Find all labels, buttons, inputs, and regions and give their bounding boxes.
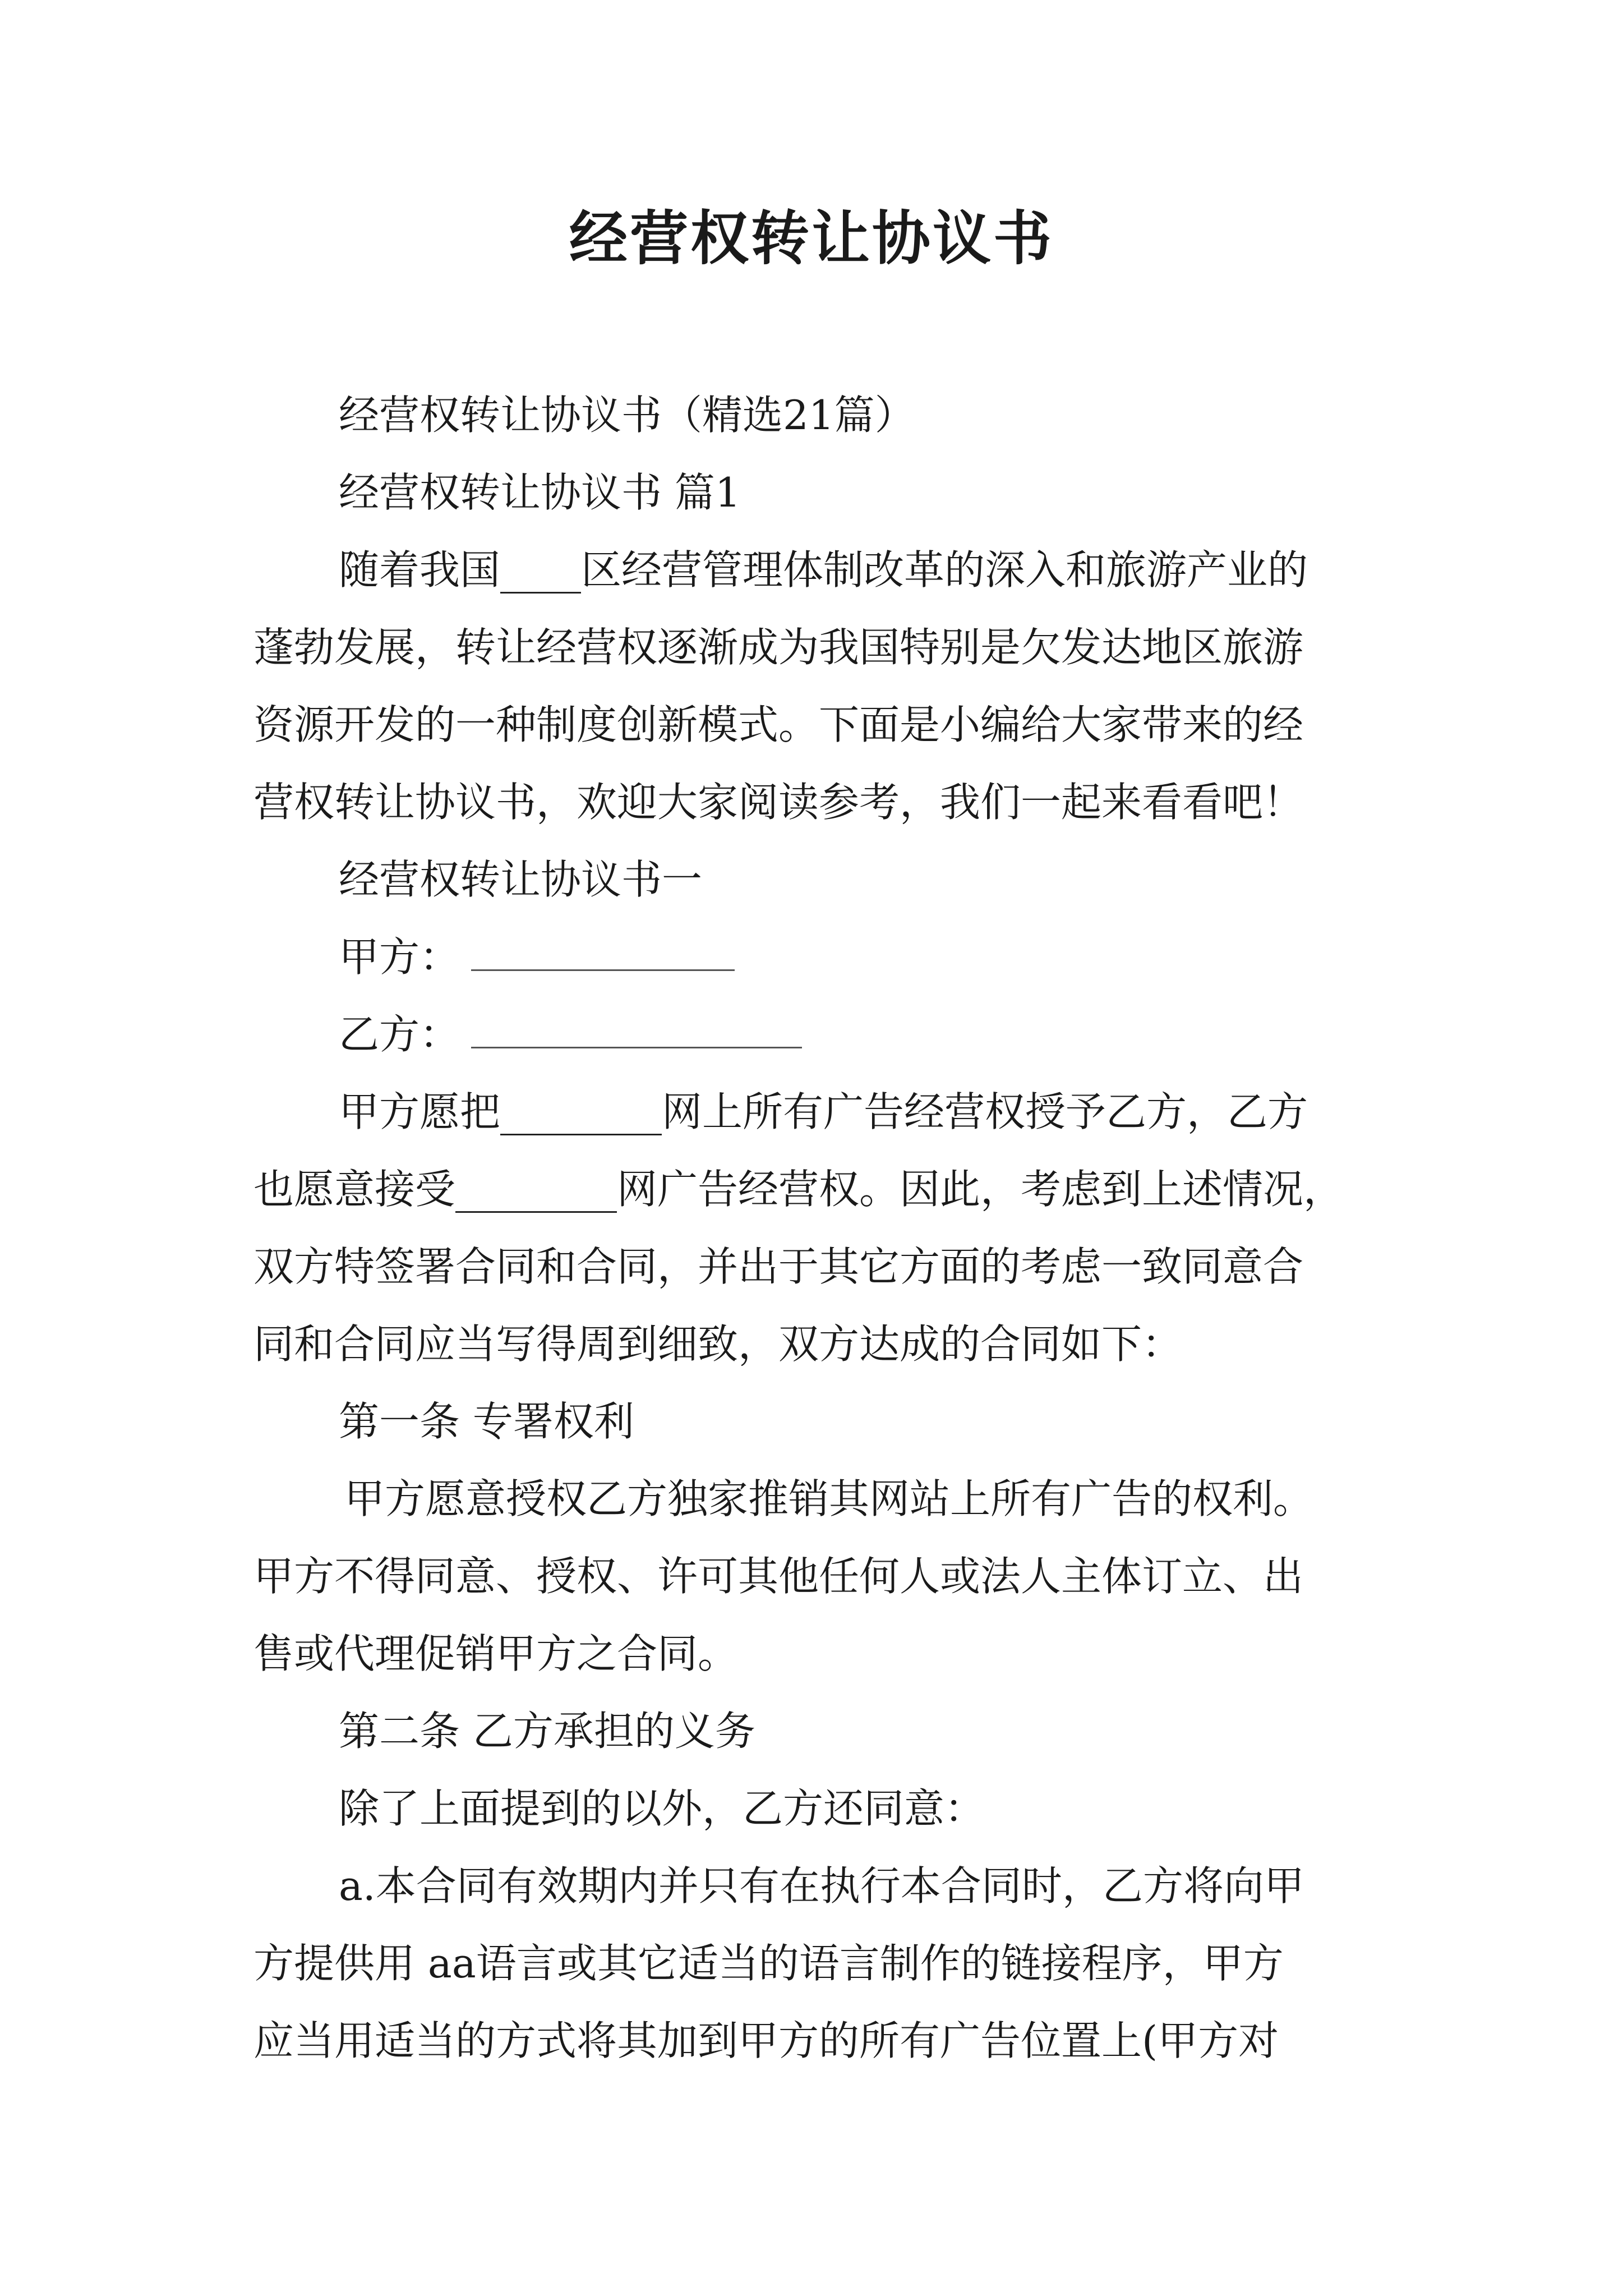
paragraph-line: 蓬勃发展，转让经营权逐渐成为我国特别是欠发达地区旅游 (253, 624, 1304, 671)
section-heading-line: 经营权转让协议书 篇1 (339, 469, 741, 516)
party-b-blank-field (471, 1018, 802, 1048)
document-body (253, 376, 1386, 2079)
paragraph-line: 方提供用 aa语言或其它适当的语言制作的链接程序，甲方 (253, 1940, 1284, 1987)
agreement-heading-line: 经营权转让协议书一 (339, 856, 703, 903)
paragraph-line: 除了上面提到的以外，乙方还同意： (339, 1785, 985, 1832)
article-heading-line: 第一条 专署权利 (339, 1398, 634, 1445)
party-a-blank-field (471, 940, 735, 971)
paragraph-line: 甲方不得同意、授权、许可其他任何人或法人主体订立、出 (253, 1553, 1304, 1600)
paragraph-line: 随着我国____区经营管理体制改革的深入和旅游产业的 (339, 546, 1308, 593)
paragraph-line: 应当用适当的方式将其加到甲方的所有广告位置上(甲方对 (253, 2017, 1279, 2064)
paragraph-line: 也愿意接受________网广告经营权。因此，考虑到上述情况， (253, 1166, 1344, 1213)
party-b-label: 乙方： (339, 1011, 460, 1058)
party-b-line (253, 996, 1386, 1073)
document-title: 经营权转让协议书 (569, 204, 1054, 273)
subtitle-line: 经营权转让协议书（精选21篇） (339, 392, 915, 439)
paragraph-line: 甲方愿意授权乙方独家推销其网站上所有广告的权利。 (344, 1475, 1314, 1522)
paragraph-line: 资源开发的一种制度创新模式。下面是小编给大家带来的经 (253, 701, 1304, 748)
party-a-line (253, 918, 1386, 996)
article-heading-line: 第二条 乙方承担的义务 (339, 1708, 755, 1755)
paragraph-line: 同和合同应当写得周到细致，双方达成的合同如下： (253, 1320, 1183, 1368)
paragraph-line: 售或代理促销甲方之合同。 (253, 1630, 739, 1677)
paragraph-line: a.本合同有效期内并只有在执行本合同时，乙方将向甲 (339, 1862, 1304, 1910)
paragraph-line: 营权转让协议书，欢迎大家阅读参考，我们一起来看看吧！ (253, 779, 1304, 826)
paragraph-line: 双方特签署合同和合同，并出于其它方面的考虑一致同意合 (253, 1243, 1304, 1290)
paragraph-line: 甲方愿把________网上所有广告经营权授予乙方，乙方 (339, 1088, 1308, 1135)
party-a-label: 甲方： (339, 933, 460, 981)
